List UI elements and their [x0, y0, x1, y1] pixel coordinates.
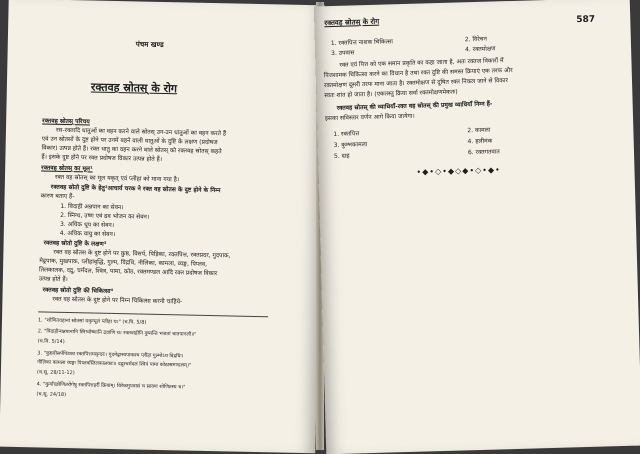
lakshan-heading: रक्तवह स्रोतो दुष्टि के लक्षण³ — [43, 239, 107, 248]
footnote: 3. "कुष्ठवीसर्पपिडका रक्तपित्तमसृग्दरः। गुदमेढ्रास्यपाकश्च प्लीहा गुल्मोऽथ विद्रधिः। — [37, 350, 184, 360]
section-end-ornament: •◆•◇•◆◇◆•◇•◆• — [416, 165, 501, 177]
treatment-item: 4. रक्तमोक्षण — [464, 45, 496, 54]
open-book — [4, 2, 636, 450]
disease-item: 5. दाह — [333, 152, 350, 160]
page-number: 587 — [576, 14, 596, 26]
footnote: 4. "कुर्याच्छोणितरोगेषु रक्तपित्तहरीं क्रियाम्। विरेकमुपवासं च स्रावणं शोणितस्य च।" — [36, 381, 186, 391]
disease-item: 1. रक्तपित्त — [333, 130, 360, 139]
disease-item: 6. रक्तगतवात — [467, 148, 500, 157]
disease-item: 2. कामला — [467, 126, 491, 135]
footnote-rule — [38, 311, 268, 317]
treatment-item: 2. विरेचन — [464, 35, 488, 44]
cause-item: 1. विदाही अन्नपान का सेवन। — [60, 202, 124, 212]
intro-line: एवं उन स्रोतसों के दुष्ट होने पर उनमें बहने वाली धातुओं के दुष्टि के लक्षण (प्रदोषज — [41, 135, 218, 147]
chapter-title: रक्तवह स्रोतस् के रोग — [90, 80, 178, 96]
diseases-heading-cont: इसका सविस्तार वर्णन आगे किया जायेगा। — [324, 112, 415, 123]
diseases-heading: रक्तवह स्रोतस् की व्याधियाँ-रक्त वह स्रोतस् की प्रमुख व्याधियाँ निम्न हैं- — [336, 100, 493, 112]
right-page — [314, 0, 640, 454]
cause-heading-cont: कारण बताए हैं- — [40, 192, 75, 201]
chikitsa-heading: रक्तवह स्रोतो दुष्टि की चिकित्सा⁴ — [42, 286, 114, 295]
footnote: नीलिका कामला व्यङ्गः पिप्लवस्तिलकालकाः॥ दद्रुश्चर्मदलं श्वित्रं पामा कोठास्रमण्डलम्।" — [37, 359, 192, 369]
cause-item: 4. अधिक वायु का सेवन। — [59, 229, 116, 239]
intro-heading: रक्तवह स्रोतस् परिचय — [42, 117, 90, 126]
section-label: पंचम खण्ड — [135, 40, 164, 49]
footnote-ref: (च.वि. 5/14) — [37, 338, 65, 345]
mool-line: रक्त वह स्रोतस् का मूल यकृत् एवं प्लीहा को माना गया है। — [54, 173, 180, 184]
footnote: 1. "शोणितवहानां स्रोतसां यकृन्मूलं प्लीहा च।" (च.वि. 5/8) — [37, 317, 147, 326]
lakshan-line: तिलकालक, दद्रु, चर्मदल, श्वित्र, पामा, कोठ, रक्तमण्डल आदि रक्त प्रदोषज विकार — [38, 266, 218, 278]
lakshan-line: मेढ्रपाक, मुखपाक, प्लीहावृद्धि, गुल्म, विद्रधि, नीलिका, कामला, व्यङ्ग, पिप्लव, — [39, 257, 208, 268]
cause-heading: रक्तवह स्रोतो दुष्टि के हेतु²आचार्य चरक ने रक्त वह स्रोतस के दुष्ट होने के निम्न — [50, 183, 221, 195]
para-line: रक्तमोक्षण दूसरी तरफ माना जाता है। रक्तमोक्षण से दूषित रक्त निकल जाने से विकार — [323, 77, 509, 90]
intro-line: विकार) उत्पन्न होते हैं। रक्त धातु का वहन करने वाले स्रोतस् को रक्तवह स्रोतस् कहते — [41, 144, 222, 156]
lakshan-line: रक्त वह स्रोतस के दुष्ट होने पर कुष्ठ, विसर्प, पिड़िका, रक्तपित्त, रक्तप्रदर, गुदपाक, — [53, 248, 231, 260]
lakshan-line: उत्पन्न होते हैं। — [38, 275, 68, 284]
footnote-ref: (च.सू. 28/11-12) — [36, 369, 75, 377]
mool-heading: रक्तवह स्रोतस् का मूल¹ — [41, 164, 93, 173]
intro-line: हैं। इसके दुष्ट होने पर रक्त प्रदोषज विकार उत्पन्न होते हैं। — [41, 153, 163, 163]
running-header: रक्तवह स्रोतस् के रोग — [324, 17, 380, 28]
cause-item: 2. स्निग्ध, उष्ण एवं द्रव भोजन का सेवन। — [60, 211, 150, 221]
disease-item: 3. कुम्भकामला — [333, 141, 368, 149]
intro-line: रस-रक्तादि धातुओं का वहन करने वाले स्रोतस् उन-उन धातुओं का वहन करते हैं — [55, 126, 227, 138]
para-line: पित्तशामक चिकित्सा करने का विधान है तथा रक्त दुष्टि की समस्त क्रियाएं एक तरफ और — [323, 66, 513, 80]
chikitsa-line: रक्त वह स्रोतस के दुष्ट होने पर निम्न चिकित्सा करनी चाहिये- — [52, 295, 183, 306]
disease-item: 4. हलीमक — [467, 137, 493, 146]
treatment-item: 1. रक्तपित्त नाशक चिकित्सा — [330, 38, 393, 48]
para-line: स्वतः शांत हो जाता है। (एकतस्तु क्रिया सर्वा रक्तमोक्षणमेकतः) — [324, 88, 458, 100]
footnote-ref: (च.सू. 24/18) — [36, 391, 67, 399]
footnote: 2. "विदाहीन्यन्नपानानि स्निग्धोष्णानि द्रवाणि च। रक्तवाहीनि दुष्यन्ति भजतां चातपानलौ॥" — [37, 328, 197, 338]
cause-item: 3. अधिक धूप का सेवन। — [59, 220, 115, 229]
treatment-item: 3. उपवास — [331, 49, 355, 58]
para-line: रक्त एवं पित्त को एक समान प्रकृति का कहा जाता है, अतः रक्तज विकारों में — [339, 57, 504, 69]
